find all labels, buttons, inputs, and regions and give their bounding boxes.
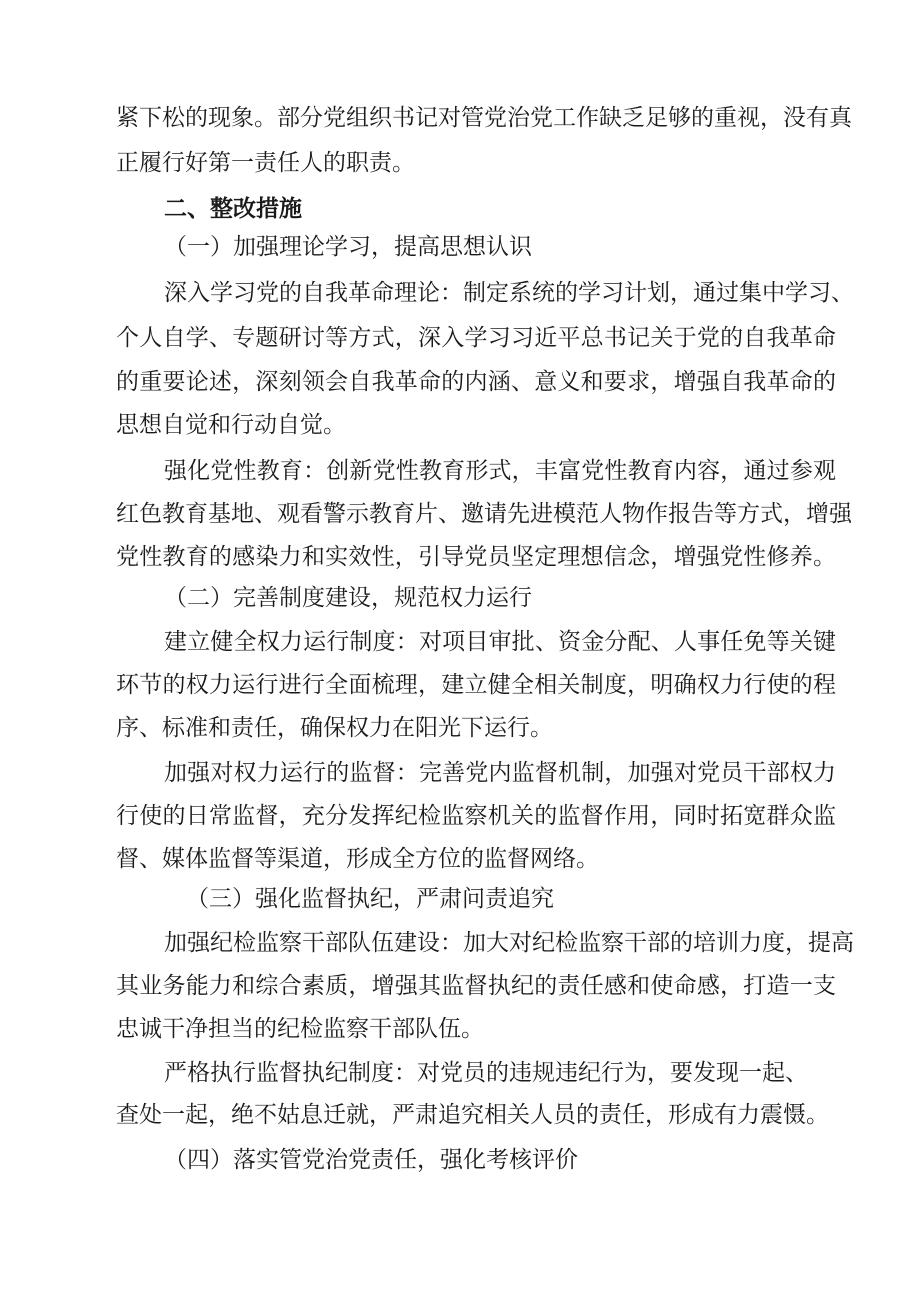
paragraph-line: 紧下松的现象。部分党组织书记对管党治党工作缺乏足够的重视，没有真 [116, 105, 852, 131]
paragraph-line: 督、媒体监督等渠道，形成全方位的监督网络。 [116, 846, 599, 872]
paragraph-line: 强化党性教育：创新党性教育形式，丰富党性教育内容，通过参观 [164, 458, 836, 484]
paragraph-line: 加强对权力运行的监督：完善党内监督机制，加强对党员干部权力 [164, 760, 836, 786]
subsection-heading: （三）强化监督执纪，严肃问责追究 [186, 886, 554, 912]
subsection-heading: （四）落实管党治党责任，强化考核评价 [164, 1147, 578, 1173]
paragraph-line: 严格执行监督执纪制度：对党员的违规违纪行为，要发现一起、 [164, 1060, 808, 1086]
paragraph-line: 其业务能力和综合素质，增强其监督执纪的责任感和使命感，打造一支 [116, 973, 836, 999]
paragraph-line: 查处一起，绝不姑息迁就，严肃追究相关人员的责任，形成有力震慑。 [116, 1102, 829, 1128]
paragraph-line: 建立健全权力运行制度：对项目审批、资金分配、人事任免等关键 [164, 629, 836, 655]
paragraph-line: 行使的日常监督，充分发挥纪检监察机关的监督作用，同时拓宽群众监 [116, 803, 836, 829]
paragraph-line: 个人自学、专题研讨等方式，深入学习习近平总书记关于党的自我革命 [116, 325, 836, 351]
subsection-heading: （二）完善制度建设，规范权力运行 [164, 585, 532, 611]
paragraph-line: 环节的权力运行进行全面梳理，建立健全相关制度，明确权力行使的程 [116, 672, 836, 698]
paragraph-line: 忠诚干净担当的纪检监察干部队伍。 [116, 1016, 484, 1042]
paragraph-line: 红色教育基地、观看警示教育片、邀请先进模范人物作报告等方式，增强 [116, 501, 852, 527]
paragraph-line: 序、标准和责任，确保权力在阳光下运行。 [116, 715, 553, 741]
paragraph-line: 思想自觉和行动自觉。 [116, 412, 346, 438]
paragraph-line: 党性教育的感染力和实效性，引导党员坚定理想信念，增强党性修养。 [116, 544, 836, 570]
paragraph-line: 的重要论述，深刻领会自我革命的内涵、意义和要求，增强自我革命的 [116, 369, 836, 395]
paragraph-line: 加强纪检监察干部队伍建设：加大对纪检监察干部的培训力度，提高 [164, 930, 854, 956]
paragraph-line: 深入学习党的自我革命理论：制定系统的学习计划，通过集中学习、 [164, 280, 854, 306]
section-heading: 二、整改措施 [164, 196, 302, 222]
paragraph-line: 正履行好第一责任人的职责。 [116, 150, 415, 176]
subsection-heading: （一）加强理论学习，提高思想认识 [164, 234, 532, 260]
